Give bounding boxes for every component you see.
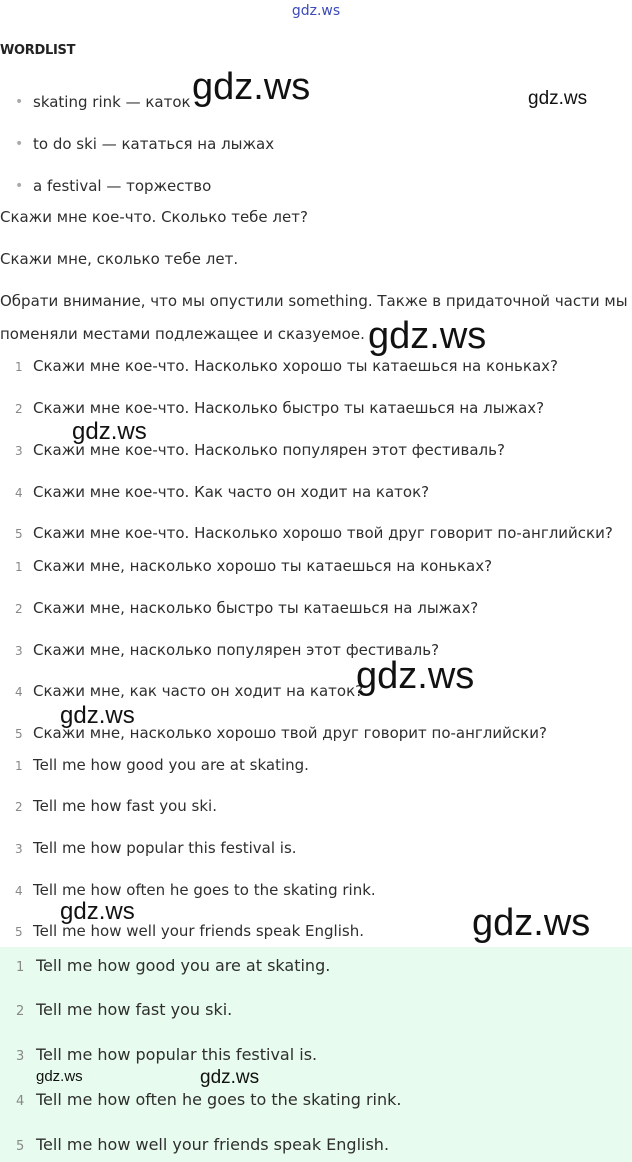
answer-item: Tell me how popular this festival is. — [36, 1045, 318, 1064]
list-number: 2 — [15, 602, 23, 616]
answer-item: Tell me how fast you ski. — [36, 1000, 233, 1019]
list-item: Tell me how good you are at skating. — [33, 756, 309, 774]
watermark: gdz.ws — [200, 1067, 260, 1088]
list-number: 3 — [15, 444, 23, 458]
watermark: gdz.ws — [60, 702, 135, 729]
top-watermark-link[interactable]: gdz.ws — [291, 3, 341, 19]
answer-item: Tell me how often he goes to the skating rink. — [36, 1090, 402, 1109]
list-number: 5 — [15, 925, 23, 939]
bullet-icon: • — [15, 136, 24, 152]
list-number: 4 — [15, 486, 23, 500]
list-number: 3 — [15, 842, 23, 856]
answer-number: 5 — [16, 1139, 25, 1154]
list-item: Скажи мне, насколько популярен этот фестиваль? — [33, 641, 440, 659]
watermark: gdz.ws — [528, 88, 588, 109]
list-number: 1 — [15, 560, 23, 574]
list-item: Скажи мне кое-что. Насколько быстро ты катаешься на лыжах? — [33, 399, 545, 417]
list-item: Скажи мне кое-что. Насколько хорошо твой друг говорит по-английски? — [33, 524, 613, 542]
list-number: 5 — [15, 727, 23, 741]
list-number: 1 — [15, 360, 23, 374]
watermark: gdz.ws — [356, 655, 475, 697]
list-number: 3 — [15, 644, 23, 658]
paragraph: Скажи мне, сколько тебе лет. — [0, 250, 239, 268]
list-item: Tell me how often he goes to the skating rink. — [33, 881, 376, 899]
watermark: gdz.ws — [368, 315, 487, 357]
list-number: 5 — [15, 527, 23, 541]
wordlist-item: skating rink — каток — [33, 93, 191, 111]
list-item: Скажи мне кое-что. Насколько популярен этот фестиваль? — [33, 441, 505, 459]
paragraph: поменяли местами подлежащее и сказуемое. — [0, 325, 365, 343]
list-item: Скажи мне, насколько хорошо твой друг говорит по-английски? — [33, 724, 547, 742]
paragraph: Скажи мне кое-что. Сколько тебе лет? — [0, 208, 308, 226]
list-number: 4 — [15, 685, 23, 699]
bullet-icon: • — [15, 94, 24, 110]
list-item: Скажи мне кое-что. Как часто он ходит на каток? — [33, 483, 430, 501]
list-number: 2 — [15, 402, 23, 416]
answer-number: 3 — [16, 1049, 25, 1064]
list-item: Скажи мне кое-что. Насколько хорошо ты катаешься на коньках? — [33, 357, 558, 375]
watermark: gdz.ws — [60, 898, 135, 925]
list-number: 2 — [15, 800, 23, 814]
watermark: gdz.ws — [192, 66, 311, 108]
list-item: Tell me how well your friends speak English. — [33, 922, 364, 940]
list-item: Скажи мне, насколько быстро ты катаешься на лыжах? — [33, 599, 479, 617]
watermark: gdz.ws — [36, 1068, 83, 1085]
wordlist-heading: WORDLIST — [0, 43, 76, 58]
bullet-icon: • — [15, 178, 24, 194]
answer-number: 4 — [16, 1094, 25, 1109]
list-number: 4 — [15, 884, 23, 898]
list-item: Скажи мне, насколько хорошо ты катаешься на коньках? — [33, 557, 493, 575]
list-item: Tell me how fast you ski. — [33, 797, 217, 815]
list-item: Tell me how popular this festival is. — [33, 839, 297, 857]
watermark: gdz.ws — [72, 418, 147, 445]
wordlist-item: to do ski — кататься на лыжах — [33, 135, 275, 153]
watermark: gdz.ws — [472, 902, 591, 944]
answer-number: 1 — [16, 960, 25, 975]
wordlist-item: a festival — торжество — [33, 177, 212, 195]
paragraph: Обрати внимание, что мы опустили something. Также в придаточной части мы — [0, 292, 628, 310]
list-item: Скажи мне, как часто он ходит на каток? — [33, 682, 364, 700]
answer-item: Tell me how well your friends speak English. — [36, 1135, 390, 1154]
list-number: 1 — [15, 759, 23, 773]
answer-item: Tell me how good you are at skating. — [36, 956, 331, 975]
answer-number: 2 — [16, 1004, 25, 1019]
